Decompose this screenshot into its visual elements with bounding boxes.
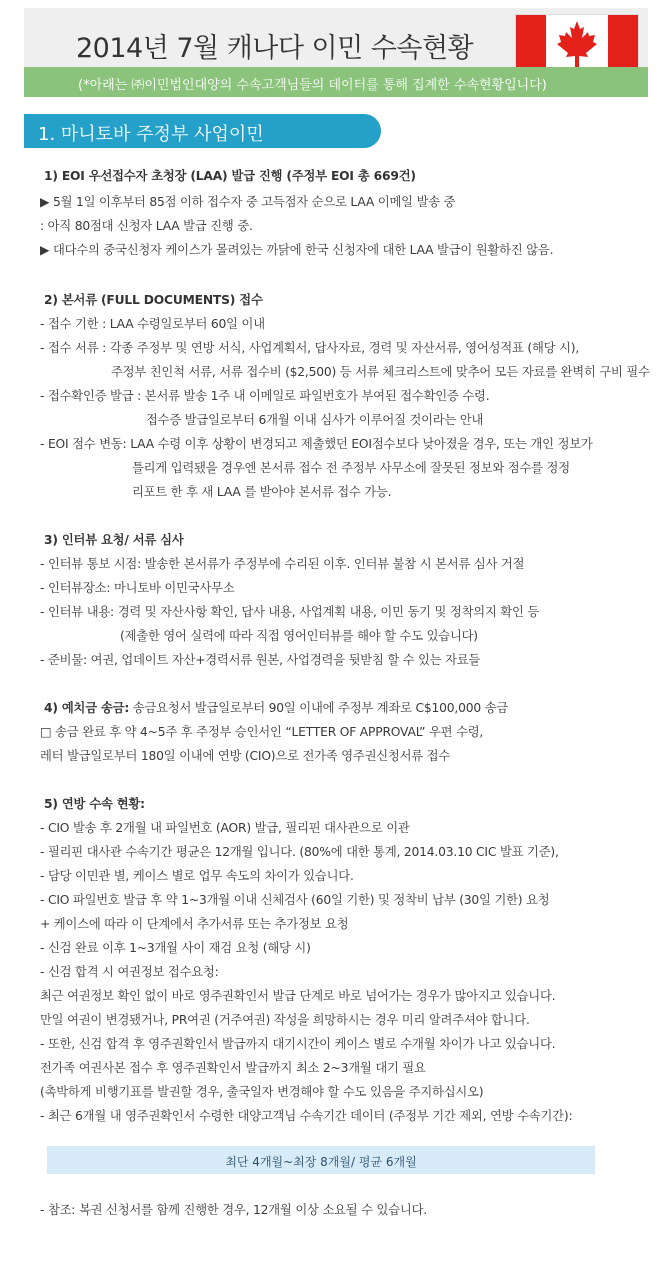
sub5-line: - 담당 이민관 별, 케이스 별로 업무 속도의 차이가 있습니다. bbox=[40, 869, 354, 883]
sub3-line: - 준비물: 여권, 업데이트 자산+경력서류 원본, 사업경력을 뒷받침 할 수 있는 자료들 bbox=[40, 653, 481, 667]
sub5-line: - 또한, 신검 합격 후 영주권확인서 발급까지 대기시간이 케이스 별로 수개월 차이가 나고 있습니다. bbox=[40, 1037, 556, 1051]
sub2-line: - 접수 기한 : LAA 수령일로부터 60일 이내 bbox=[40, 317, 265, 331]
subtitle-band bbox=[24, 67, 648, 97]
sub4-heading-line bbox=[44, 698, 508, 716]
sub3-line: - 인터뷰 통보 시점: 발송한 본서류가 주정부에 수리된 이후. 인터뷰 불참 시 본서류 심사 거절 bbox=[40, 557, 525, 571]
sub5-line: 최근 여권정보 확인 없이 바로 영주권확인서 발급 단계로 바로 넘어가는 경우가 많아지고 있습니다. bbox=[40, 989, 556, 1003]
sub4-heading: 4) 예치금 송금: bbox=[44, 701, 130, 715]
canada-flag-icon bbox=[515, 14, 639, 74]
sub4-heading-rest: 송금요청서 발급일로부터 90일 이내에 주정부 계좌로 C$100,000 송금 bbox=[129, 701, 509, 715]
maple-leaf-icon bbox=[553, 19, 601, 69]
sub5-line: - 신검 완료 이후 1~3개월 사이 재검 요청 (해당 시) bbox=[40, 941, 311, 955]
flag-left-bar bbox=[516, 15, 546, 73]
sub3-heading: 3) 인터뷰 요청/ 서류 심사 bbox=[44, 533, 184, 547]
subtitle-text: (*아래는 ㈜이민법인대양의 수속고객님들의 데이터를 통해 집계한 수속현황입니다) bbox=[78, 78, 547, 93]
sub2-line: - EOI 점수 변동: LAA 수령 이후 상황이 변경되고 제출했던 EOI점수보다 낮아졌을 경우, 또는 개인 정보가 bbox=[40, 437, 593, 451]
sub5-line: - 최근 6개월 내 영주권확인서 수령한 대양고객님 수속기간 데이터 (주정부 기간 제외, 연방 수속기간): bbox=[40, 1109, 573, 1123]
sub3-line: - 인터뷰 내용: 경력 및 자산사항 확인, 답사 내용, 사업계획 내용, 이민 동기 및 정착의지 확인 등 bbox=[40, 605, 540, 619]
sub1-heading: 1) EOI 우선접수자 초청장 (LAA) 발급 진행 (주정부 EOI 총 669건) bbox=[44, 169, 416, 183]
sub1-line: ▶ 대다수의 중국신청자 케이스가 몰려있는 까닭에 한국 신청자에 대한 LAA 발급이 원활하진 않음. bbox=[40, 243, 554, 257]
sub2-line: 접수증 발급일로부터 6개월 이내 심사가 이루어질 것이라는 안내 bbox=[146, 413, 484, 427]
sub3-line: - 인터뷰장소: 마니토바 이민국사무소 bbox=[40, 581, 235, 595]
section-title-bar bbox=[24, 114, 381, 148]
section-title: 1. 마니토바 주정부 사업이민 bbox=[38, 124, 264, 145]
sub5-heading: 5) 연방 수속 현황: bbox=[44, 797, 145, 811]
sub4-line: 레터 발급일로부터 180일 이내에 연방 (CIO)으로 전가족 영주권신청서류 접수 bbox=[40, 749, 451, 763]
sub5-line: - 필리핀 대사관 수속기간 평균은 12개월 입니다. (80%에 대한 통계, 2014.03.10 CIC 발표 기준), bbox=[40, 845, 559, 859]
sub2-line: - 접수확인증 발급 : 본서류 발송 1주 내 이메일로 파일번호가 부여된 접수확인증 수령. bbox=[40, 389, 490, 403]
sub2-line: 주정부 친인척 서류, 서류 접수비 ($2,500) 등 서류 체크리스트에 맞추어 모든 자료를 완벽히 구비 필수 bbox=[111, 365, 650, 379]
summary-text: 최단 4개월~최장 8개월/ 평균 6개월 bbox=[225, 1155, 417, 1169]
sub2-line: - 접수 서류 : 각종 주정부 및 연방 서식, 사업계획서, 답사자료, 경력 및 자산서류, 영어성적표 (해당 시), bbox=[40, 341, 580, 355]
sub5-line: 전가족 여권사본 접수 후 영주권확인서 발급까지 최소 2~3개월 대기 필요 bbox=[40, 1061, 426, 1075]
sub5-line: (촉박하게 비행기표를 발권할 경우, 출국일자 변경해야 할 수도 있음을 주지하십시오) bbox=[40, 1085, 484, 1099]
sub5-line: - CIO 파일번호 발급 후 약 1~3개월 이내 신체검사 (60일 기한) 및 정착비 납부 (30일 기한) 요청 bbox=[40, 893, 550, 907]
note-line: - 참조: 복권 신청서를 함께 진행한 경우, 12개월 이상 소요될 수 있습니다. bbox=[40, 1203, 427, 1217]
sub2-heading: 2) 본서류 (FULL DOCUMENTS) 접수 bbox=[44, 293, 263, 307]
summary-box bbox=[47, 1146, 595, 1174]
sub1-line: : 아직 80점대 신청자 LAA 발급 진행 중. bbox=[40, 219, 253, 233]
sub5-line: - CIO 발송 후 2개월 내 파일번호 (AOR) 발급, 필리핀 대사관으로 이관 bbox=[40, 821, 410, 835]
flag-right-bar bbox=[608, 15, 638, 73]
sub2-line: 틀리게 입력됐을 경우엔 본서류 접수 전 주정부 사무소에 잘못된 정보와 점수를 정정 bbox=[132, 461, 570, 475]
sub4-line: □ 송금 완료 후 약 4~5주 후 주정부 승인서인 “LETTER OF APPROVAL” 우편 수령, bbox=[40, 725, 484, 739]
sub3-line: (제출한 영어 실력에 따라 직접 영어인터뷰를 해야 할 수도 있습니다) bbox=[120, 629, 478, 643]
sub5-line: 만일 여권이 변경됐거나, PR여권 (거주여권) 작성을 희망하시는 경우 미리 알려주셔야 합니다. bbox=[40, 1013, 530, 1027]
sub2-line: 리포트 한 후 새 LAA 를 받아야 본서류 접수 가능. bbox=[132, 485, 392, 499]
sub1-line: ▶ 5월 1일 이후부터 85점 이하 접수자 중 고득점자 순으로 LAA 이메일 발송 중 bbox=[40, 195, 456, 209]
sub5-line: + 케이스에 따라 이 단계에서 추가서류 또는 추가정보 요청 bbox=[40, 917, 349, 931]
page-title: 2014년 7월 캐나다 이민 수속현황 bbox=[76, 33, 474, 64]
sub5-line: - 신검 합격 시 여권정보 접수요청: bbox=[40, 965, 219, 979]
